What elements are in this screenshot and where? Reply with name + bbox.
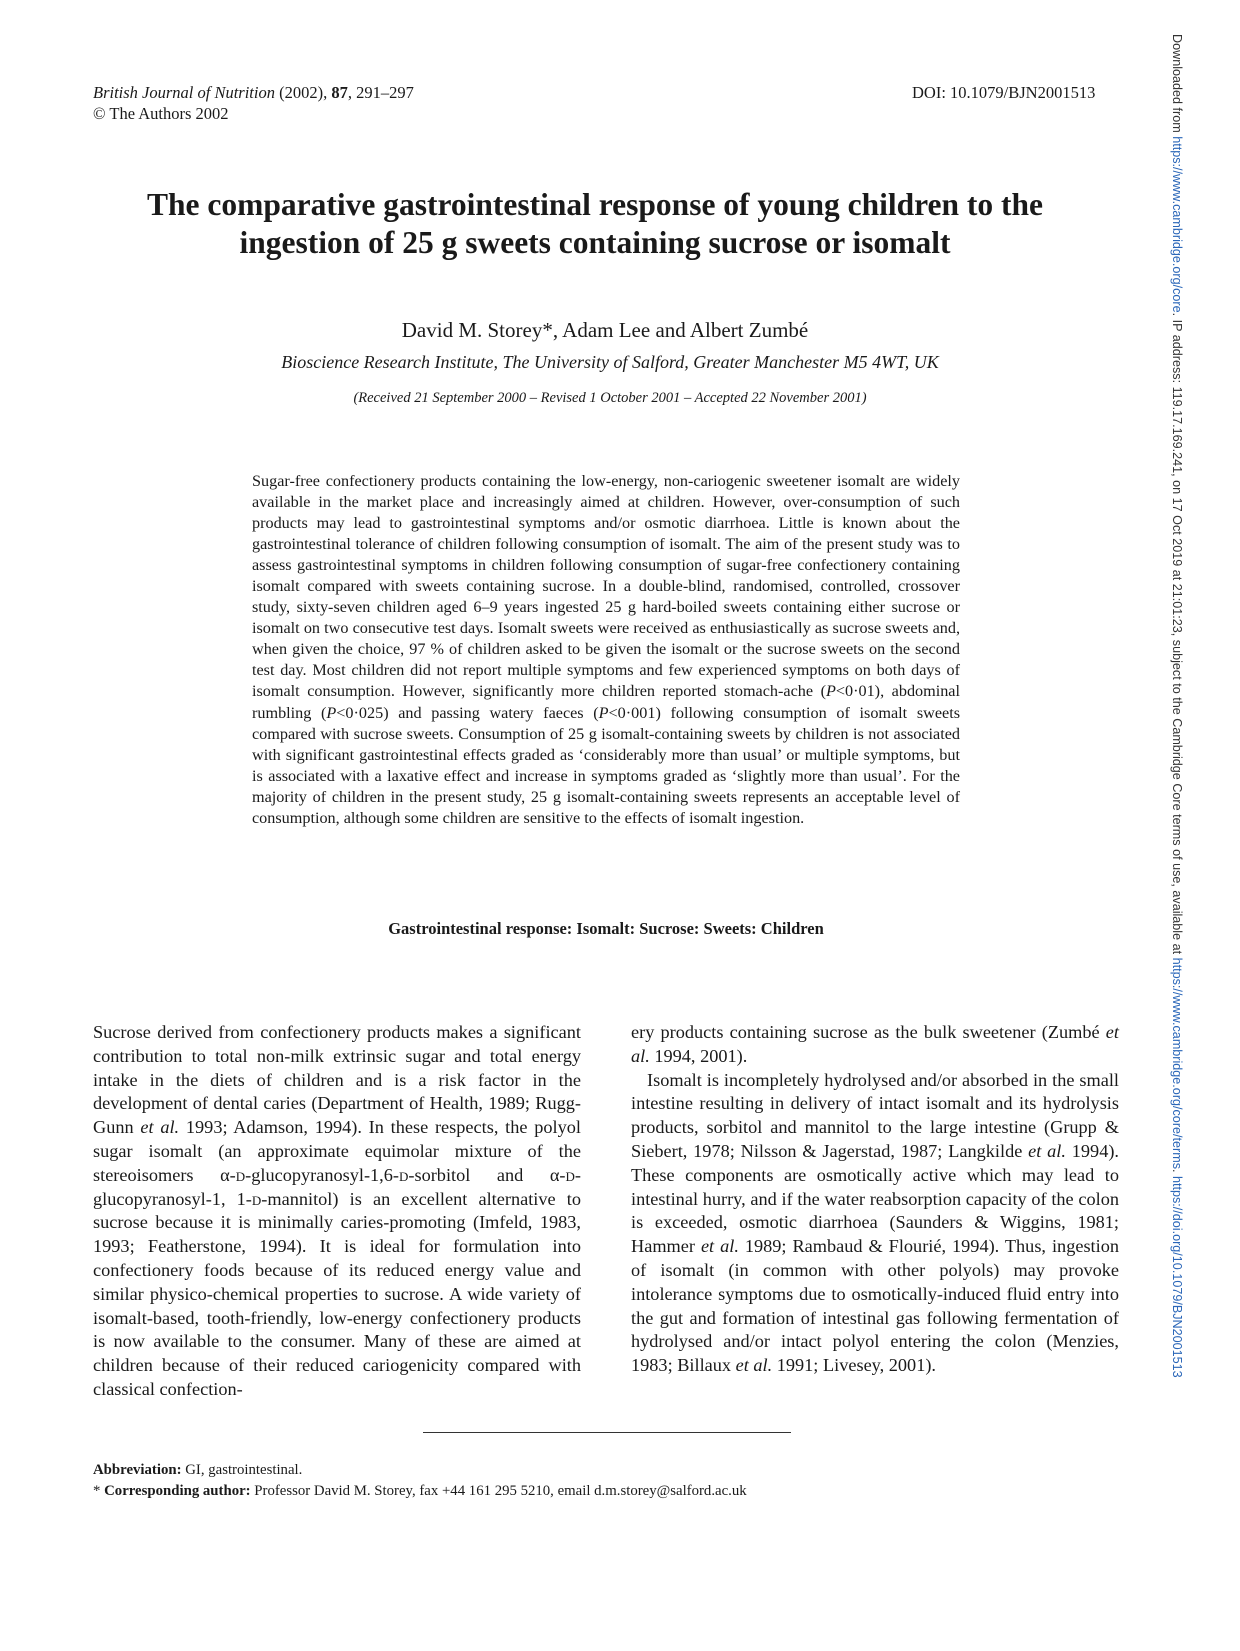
paragraph-text: -sorbitol and α- <box>408 1164 566 1185</box>
paragraph-text: Sucrose derived from confectionery products makes a significant contribution to total non-milk extrinsic sugar and total energy intake in the diets of children and is a risk factor in the development of dental caries (Department of Health, 1989; Rugg-Gunn <box>93 1022 581 1138</box>
et-al: et al. <box>700 1236 739 1257</box>
paragraph <box>631 1021 1119 1069</box>
doi-link[interactable]: https://doi.org/10.1079/BJN2001513 <box>1170 1176 1184 1378</box>
paragraph-text: 1991; Livesey, 2001). <box>772 1355 936 1376</box>
body-column-left <box>93 1021 581 1402</box>
download-notice <box>1170 34 1184 1424</box>
footnote-label: Abbreviation: <box>93 1462 182 1478</box>
p-value-symbol: P <box>825 682 836 701</box>
cambridge-core-link[interactable]: https://www.cambridge.org/core <box>1170 136 1184 313</box>
paragraph-text: 1994). These components are osmotically active which may lead to intestinal hurry, and if the water reabsorption capacity of the colon is exceeded, osmotic diarrhoea (Saunders & Wiggins, 1981; Hammer <box>631 1140 1119 1257</box>
notice-text: . <box>1170 1169 1184 1176</box>
abbreviation-note <box>93 1460 993 1481</box>
footnote-text: Professor David M. Storey, fax +44 161 295 5210, email d.m.storey@salford.ac.uk <box>250 1483 747 1499</box>
journal-year: (2002), <box>274 83 332 102</box>
et-al: et al. <box>631 1022 1119 1066</box>
received-dates: (Received 21 September 2000 – Revised 1 October 2001 – Accepted 22 November 2001) <box>353 390 867 406</box>
footnotes <box>93 1460 993 1502</box>
abstract-text: <0·01), abdominal rumbling ( <box>252 682 960 722</box>
affiliation: Bioscience Research Institute, The University of Salford, Greater Manchester M5 4WT, UK <box>281 352 939 372</box>
paragraph-text: 1993; Adamson, 1994). In these respects, the polyol sugar isomalt (an approximate equimolar mixture of the stereoisomers α- <box>93 1117 581 1185</box>
doi: DOI: 10.1079/BJN2001513 <box>912 83 1096 102</box>
et-al: et al. <box>735 1355 773 1376</box>
paragraph-text: -mannitol) is an excellent alternative to sucrose because it is minimally caries-promoting (Imfeld, 1983, 1993; Featherstone, 1994). It is ideal for formulation into confectionery foods because of its reduced energy value and similar physico-chemical properties to sucrose. A wide variety of isomalt-based, tooth-friendly, low-energy confectionery products is now available to the consumer. Many of these are aimed at children because of their reduced cariogenicity compared with classical confection- <box>93 1188 582 1399</box>
paragraph <box>631 1069 1119 1378</box>
paragraph-text: Isomalt is incompletely hydrolysed and/or absorbed in the small intestine resulting in delivery of intact isomalt and its hydrolysis products, sorbitol and mannitol to the large intestine (Grupp & Siebert, 1978; Nilsson & Jagerstad, 1987; Langkilde <box>631 1069 1119 1161</box>
title-line-2: ingestion of 25 g sweets containing sucrose or isomalt <box>239 225 951 260</box>
page-title <box>100 186 1090 262</box>
footnote-label: Corresponding author: <box>104 1483 251 1499</box>
paragraph-text: 1989; Rambaud & Flourié, 1994). Thus, ingestion of isomalt (in common with other polyols) may provoke intolerance symptoms due to osmotically-induced fluid entry into the gut and formation of intestinal gas following fermentation of hydrolysed and/or intact polyol entering the colon (Menzies, 1983; Billaux <box>631 1236 1119 1376</box>
notice-text: Downloaded from <box>1170 34 1184 137</box>
paragraph <box>93 1021 581 1402</box>
et-al: et al. <box>1028 1140 1066 1161</box>
stereo-prefix: d <box>398 1164 409 1185</box>
corresponding-author-note <box>93 1481 993 1502</box>
paragraph-text: -glucopyranosyl-1, 1- <box>93 1164 581 1209</box>
copyright: © The Authors 2002 <box>93 104 229 123</box>
keywords: Gastrointestinal response: Isomalt: Sucrose: Sweets: Children <box>388 919 824 938</box>
abstract-text: <0·001) following consumption of isomalt sweets compared with sucrose sweets. Consumption of 25 g isomalt-containing sweets by children is not associated with significant gastrointestinal effects graded as ‘considerably more than usual’ or multiple symptoms, but is associated with a laxative effect and increase in symptoms graded as ‘slightly more than usual’. For the majority of children in the present study, 25 g isomalt-containing sweets represents an acceptable level of consumption, although some children are sensitive to the effects of isomalt ingestion. <box>252 703 960 827</box>
journal-citation <box>93 82 414 103</box>
body-column-right <box>631 1021 1119 1378</box>
paragraph-text: ery products containing sucrose as the bulk sweetener (Zumbé <box>631 1022 1106 1042</box>
journal-name: British Journal of Nutrition <box>93 83 275 102</box>
stereo-prefix: d <box>251 1188 262 1209</box>
p-value-symbol: P <box>326 703 337 722</box>
et-al: et al. <box>140 1117 180 1138</box>
abstract-text: Sugar-free confectionery products containing the low-energy, non-cariogenic sweetener isomalt are widely available in the market place and increasingly aimed at children. However, over-consumption of such products may lead to gastrointestinal symptoms and/or osmotic diarrhoea. Little is known about the gastrointestinal tolerance of children following consumption of isomalt. The aim of the present study was to assess gastrointestinal symptoms in children following consumption of sugar-free confectionery containing isomalt compared with sweets containing sucrose. In a double-blind, randomised, controlled, crossover study, sixty-seven children aged 6–9 years ingested 25 g hard-boiled sweets containing either sucrose or isomalt on two consecutive test days. Isomalt sweets were received as enthusiastically as sucrose sweets and, when given the choice, 97 % of children asked to be given the isomalt or the sucrose sweets on the second test day. Most children did not report multiple symptoms and few experienced symptoms on both days of isomalt consumption. However, significantly more children reported stomach-ache ( <box>252 472 960 701</box>
p-value-symbol: P <box>598 703 609 722</box>
footnote-mark: * <box>93 1483 105 1499</box>
abstract <box>252 471 960 829</box>
paragraph-text: -glucopyranosyl-1,6- <box>245 1164 399 1185</box>
paragraph-text: 1994, 2001). <box>649 1045 748 1066</box>
stereo-prefix: d <box>565 1164 575 1185</box>
footnote-text: GI, gastrointestinal. <box>181 1462 303 1478</box>
stereo-prefix: d <box>235 1164 246 1185</box>
abstract-text: <0·025) and passing watery faeces ( <box>336 703 599 722</box>
notice-text: . IP address: 119.17.169.241, on 17 Oct 2019 at 21:01:23, subject to the Cambridge Core terms of use, available at <box>1170 312 1184 958</box>
title-line-1: The comparative gastrointestinal response of young children to the <box>147 187 1043 222</box>
journal-volume: 87 <box>331 83 348 102</box>
footnote-divider <box>423 1432 791 1433</box>
authors: David M. Storey*, Adam Lee and Albert Zumbé <box>401 318 809 342</box>
journal-pages: , 291–297 <box>347 83 414 102</box>
terms-link[interactable]: https://www.cambridge.org/core/terms <box>1170 957 1184 1169</box>
